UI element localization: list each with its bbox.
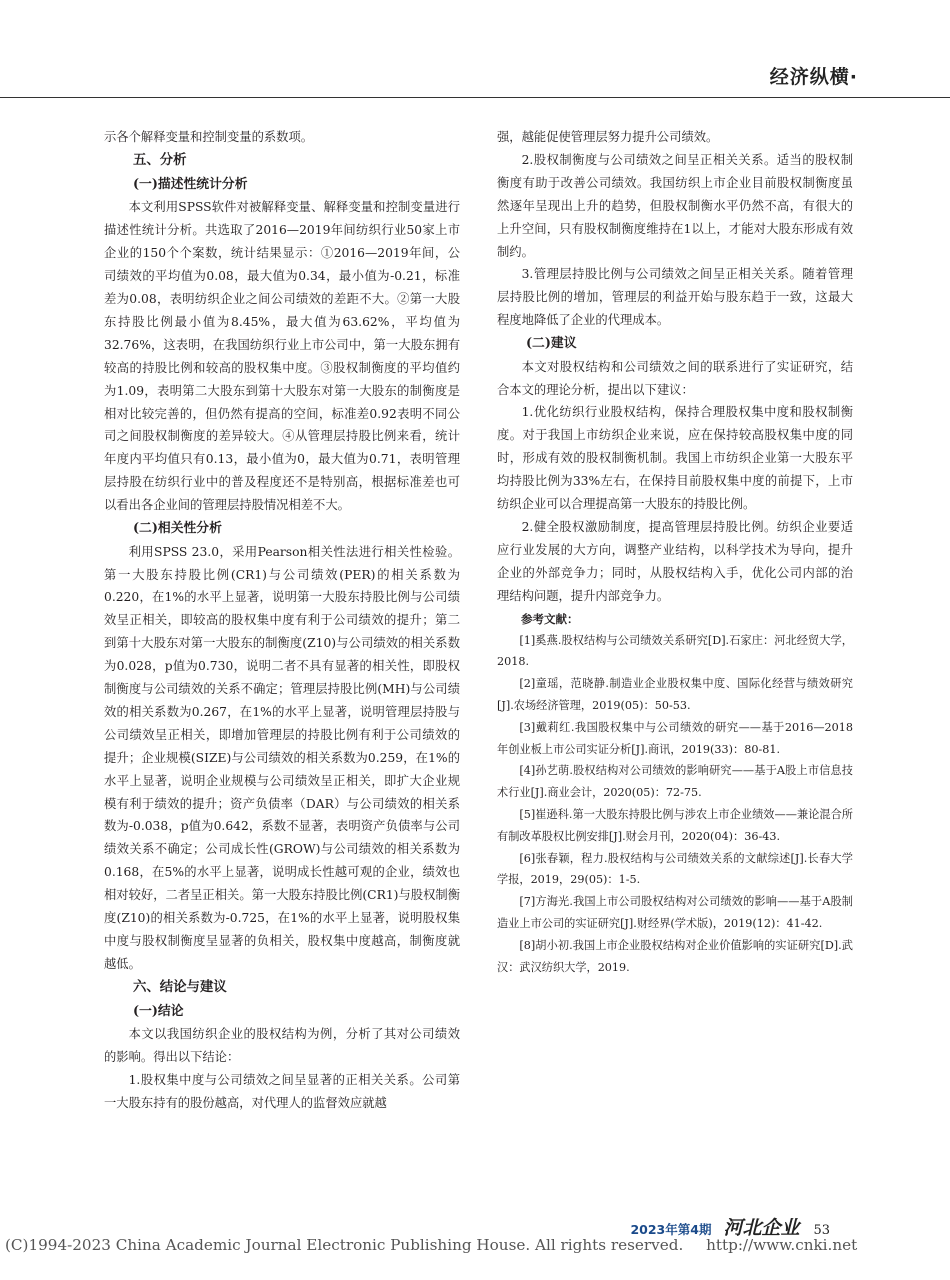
paragraph: 强，越能促使管理层努力提升公司绩效。 (497, 130, 719, 144)
issue-label: 2023年第4期 (630, 1222, 712, 1237)
subsection-heading: (二)建议 (526, 336, 577, 352)
header-title: 经济纵横· (769, 66, 858, 88)
paragraph: 本文利用SPSS软件对被解释变量、解释变量和控制变量进行描述性统计分析。共选取了2016—2019年间纺织行业50家上市企业的150个个案数，统计结果显示：①2016—2019年间，公司绩效的平均值为0.08，最大值为0.34，最小值为-0.21，标准差为0.08，表明纺织企业之间公司绩效的差距不大。②第一大股东持股比例最小值为8.45%，最大值为63.62%，平均值为32.76%，这表明，在我国纺织行业上市公司中，第一大股东拥有较高的持股比例和较高的股权集中度。③股权制衡度的平均值约为1.09，表明第二大股东到第十大股东对第一大股东的制衡度是相对比较完善的，但仍然有提高的空间，标准差0.92表明不同公司之间股权制衡度的差异较大。④从管理层持股比例来看，统计年度内平均值只有0.13，最小值为0，最大值为0.71，表明管理层持股在纺织行业中的普及程度还不是特别高，根据标准差也可以看出各企业间的管理层持股情况相差不大。 (104, 200, 460, 513)
paragraph: 本文以我国纺织企业的股权结构为例，分析了其对公司绩效的影响。得出以下结论： (104, 1027, 460, 1065)
source-url[interactable]: http://www.cnki.net (706, 1236, 858, 1254)
reference-item: [4]孙艺萌.股权结构对公司绩效的影响研究——基于A股上市信息技术行业[J].商业会计，2020(05)：72-75. (497, 764, 853, 800)
journal-logo: 河北企业 (723, 1217, 800, 1239)
paragraph: 利用SPSS 23.0，采用Pearson相关性法进行相关性检验。第一大股东持股比例(CR1)与公司绩效(PER)的相关系数为0.220，在1%的水平上显著，说明第一大股东持股比例与公司绩效呈正相关，即较高的股权集中度有利于公司绩效的提升；第二到第十大股东对第一大股东的制衡度(Z10)与公司绩效的相关系数为0.028，p值为0.730，说明二者不具有显著的相关性，即股权制衡度与公司绩效的关系不确定；管理层持股比例(MH)与公司绩效的相关系数为0.267，在1%的水平上显著，说明管理层持股与公司绩效呈正相关，即增加管理层的持股比例有利于公司绩效的提升；企业规模(SIZE)与公司绩效的相关系数为0.259，在1%的水平上显著，说明企业规模与公司绩效呈正相关，即扩大企业规模有利于绩效的提升；资产负债率（DAR）与公司绩效的相关系数为-0.038，p值为0.642，系数不显著，表明资产负债率与公司绩效关系不确定；公司成长性(GROW)与公司绩效的相关系数为0.168，在5%的水平上显著，说明成长性越可观的企业，绩效也相对较好，二者呈正相关。第一大股东持股比例(CR1)与股权制衡度(Z10)的相关系数为-0.725，在1%的水平上显著，说明股权集中度与股权制衡度呈显著的负相关，股权集中度越高，制衡度就越低。 (104, 544, 460, 971)
subsection-heading: (一)描述性统计分析 (133, 176, 248, 192)
paragraph: 1.优化纺织行业股权结构，保持合理股权集中度和股权制衡度。对于我国上市纺织企业来说，应在保持较高股权集中度的同时，形成有效的股权制衡机制。我国上市纺织企业第一大股东平均持股比例为33%左右，在保持目前股权集中度的前提下，上市纺织企业可以合理提高第一大股东的持股比例。 (497, 405, 853, 512)
paragraph: 示各个解释变量和控制变量的系数项。 (104, 130, 314, 144)
header-divider (0, 97, 950, 98)
reference-item: [8]胡小初.我国上市企业股权结构对企业价值影响的实证研究[D].武汉：武汉纺织大学，2019. (497, 938, 853, 974)
paragraph: 本文对股权结构和公司绩效之间的联系进行了实证研究，结合本文的理论分析，提出以下建议： (497, 359, 853, 397)
paragraph: 1.股权集中度与公司绩效之间呈显著的正相关关系。公司第一大股东持有的股份越高，对代理人的监督效应就越 (104, 1073, 460, 1111)
paragraph: 2.健全股权激励制度，提高管理层持股比例。纺织企业要适应行业发展的大方向，调整产业结构，以科学技术为导向，提升企业的外部竞争力；同时，从股权结构入手，优化公司内部的治理结构问题，提升内部竞争力。 (497, 520, 853, 603)
paragraph: 2.股权制衡度与公司绩效之间呈正相关关系。适当的股权制衡度有助于改善公司绩效。我国纺织上市企业目前股权制衡度虽然逐年呈现出上升的趋势，但股权制衡水平仍然不高，有很大的上升空间，只有股权制衡度维持在1以上，才能对大股东形成有效制约。 (497, 152, 853, 259)
right-column (497, 126, 853, 978)
reference-item: [1]奚燕.股权结构与公司绩效关系研究[D].石家庄：河北经贸大学，2018. (497, 633, 853, 669)
subsection-heading: (一)结论 (133, 1003, 184, 1019)
subsection-heading: (二)相关性分析 (133, 521, 222, 537)
references-heading: 参考文献： (521, 611, 579, 626)
page-number: 53 (813, 1223, 830, 1238)
reference-item: [6]张春颖，程力.股权结构与公司绩效关系的文献综述[J].长春大学学报，2019，29(05)：1-5. (497, 851, 853, 887)
reference-item: [5]崔逊科.第一大股东持股比例与涉农上市企业绩效——兼论混合所有制改革股权比例安排[J].财会月刊，2020(04)：36-43. (497, 808, 853, 843)
reference-item: [2]童瑶，范晓静.制造业企业股权集中度、国际化经营与绩效研究[J].农场经济管理，2019(05)：50-53. (497, 677, 853, 713)
section-heading: 五、分析 (133, 152, 187, 168)
reference-item: [7]方海光.我国上市公司股权结构对公司绩效的影响——基于A股制造业上市公司的实证研究[J].财经界(学术版)，2019(12)：41-42. (497, 895, 853, 930)
reference-item: [3]戴莉红.我国股权集中与公司绩效的研究——基于2016—2018年创业板上市公司实证分析[J].商讯，2019(33)：80-81. (497, 720, 853, 756)
section-heading: 六、结论与建议 (133, 979, 227, 995)
paragraph: 3.管理层持股比例与公司绩效之间呈正相关关系。随着管理层持股比例的增加，管理层的利益开始与股东趋于一致，这最大程度地降低了企业的代理成本。 (497, 267, 853, 328)
copyright-text: (C)1994-2023 China Academic Journal Electronic Publishing House. All rights reserved. (5, 1236, 684, 1254)
left-column (104, 126, 460, 1115)
copyright-line (5, 1236, 857, 1254)
